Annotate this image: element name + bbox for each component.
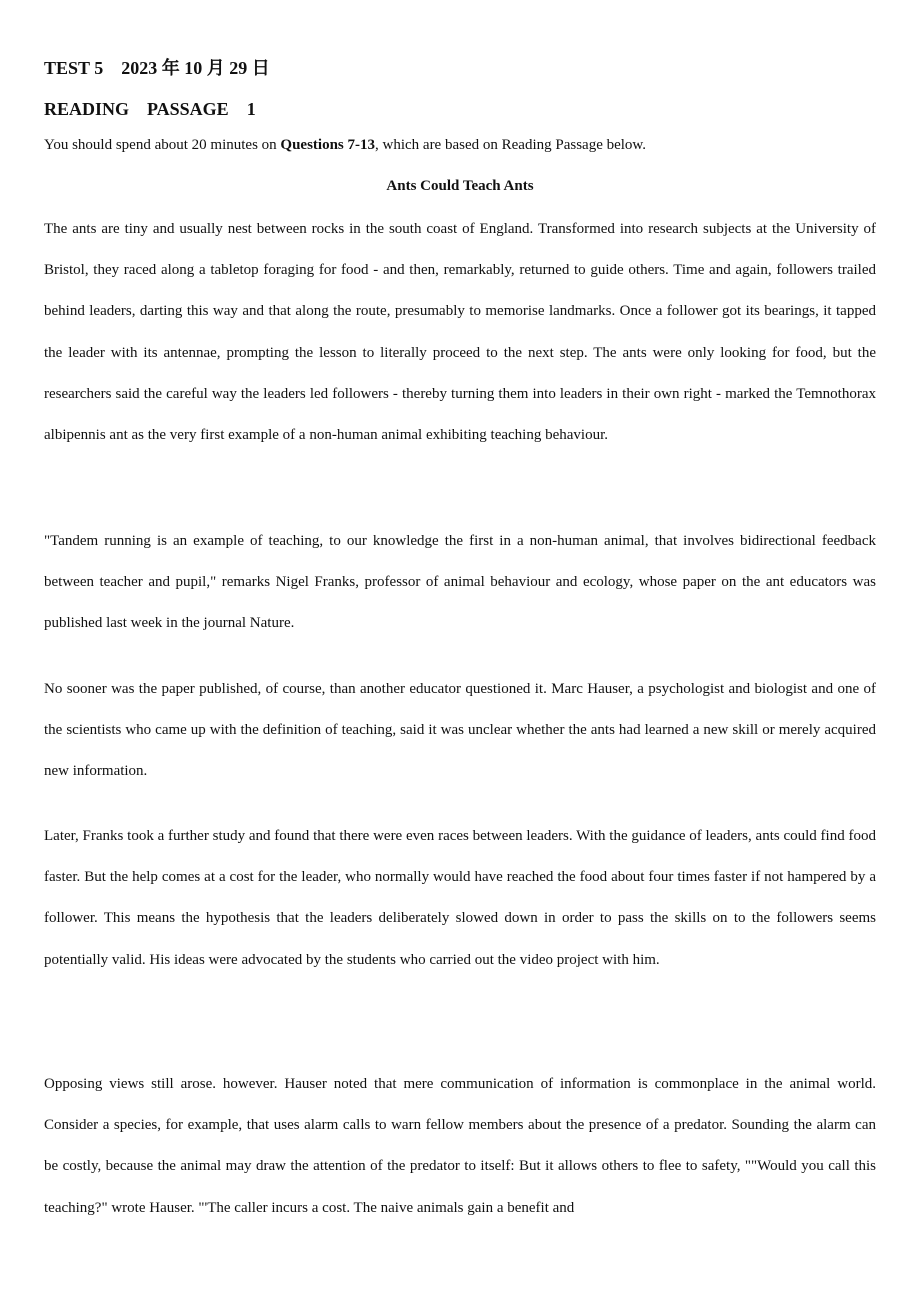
test-title: TEST 5 2023 年 10 月 29 日: [44, 58, 270, 78]
instructions-suffix: , which are based on Reading Passage below.: [375, 137, 647, 153]
instructions: [44, 137, 646, 154]
article-paragraph-1: The ants are tiny and usually nest between rocks in the south coast of England. Transformed into research subjects at the University of Bristol, they raced along a tabletop foraging for food - and then, remarkably, returned to guide others. Time and again, followers trailed behind leaders, darting this way and that along the route, presumably to memorise landmarks. Once a follower got its bearings, it tapped the leader with its antennae, prompting the lesson to literally proceed to the next step. The ants were only looking for food, but the researchers said the careful way the leaders led followers - thereby turning them into leaders in their own right - marked the Temnothorax albipennis ant as the very first example of a non-human animal exhibiting teaching behaviour.: [44, 221, 876, 444]
passage-title: READING PASSAGE 1: [44, 99, 256, 119]
instructions-questions: Questions 7-13: [280, 137, 375, 153]
article-paragraph-3: No sooner was the paper published, of course, than another educator questioned it. Marc Hauser, a psychologist and biologist and one of the scientists who came up with the definition of teaching, said it was unclear whether the ants had learned a new skill or merely acquired new information.: [44, 681, 876, 780]
article-paragraph-2: "Tandem running is an example of teaching, to our knowledge the first in a non-human animal, that involves bidirectional feedback between teacher and pupil," remarks Nigel Franks, professor of animal behaviour and ecology, whose paper on the ant educators was published last week in the journal Nature.: [44, 533, 876, 632]
article-paragraph-4: Later, Franks took a further study and found that there were even races between leaders. With the guidance of leaders, ants could find food faster. But the help comes at a cost for the leader, who normally would have reached the food about four times faster if not hampered by a follower. This means the hypothesis that the leaders deliberately slowed down in order to pass the skills on to the followers seems potentially valid. His ideas were advocated by the students who carried out the video project with him.: [44, 828, 876, 968]
article-paragraph-5: Opposing views still arose. however. Hauser noted that mere communication of information is commonplace in the animal world. Consider a species, for example, that uses alarm calls to warn fellow members about the presence of a predator. Sounding the alarm can be costly, because the animal may draw the attention of the predator to itself: But it allows others to flee to safety, ""Would you call this teaching?" wrote Hauser. "'The caller incurs a cost. The naive animals gain a benefit and: [44, 1076, 876, 1216]
article-title: Ants Could Teach Ants: [386, 178, 534, 194]
instructions-prefix: You should spend about 20 minutes on: [44, 137, 281, 153]
